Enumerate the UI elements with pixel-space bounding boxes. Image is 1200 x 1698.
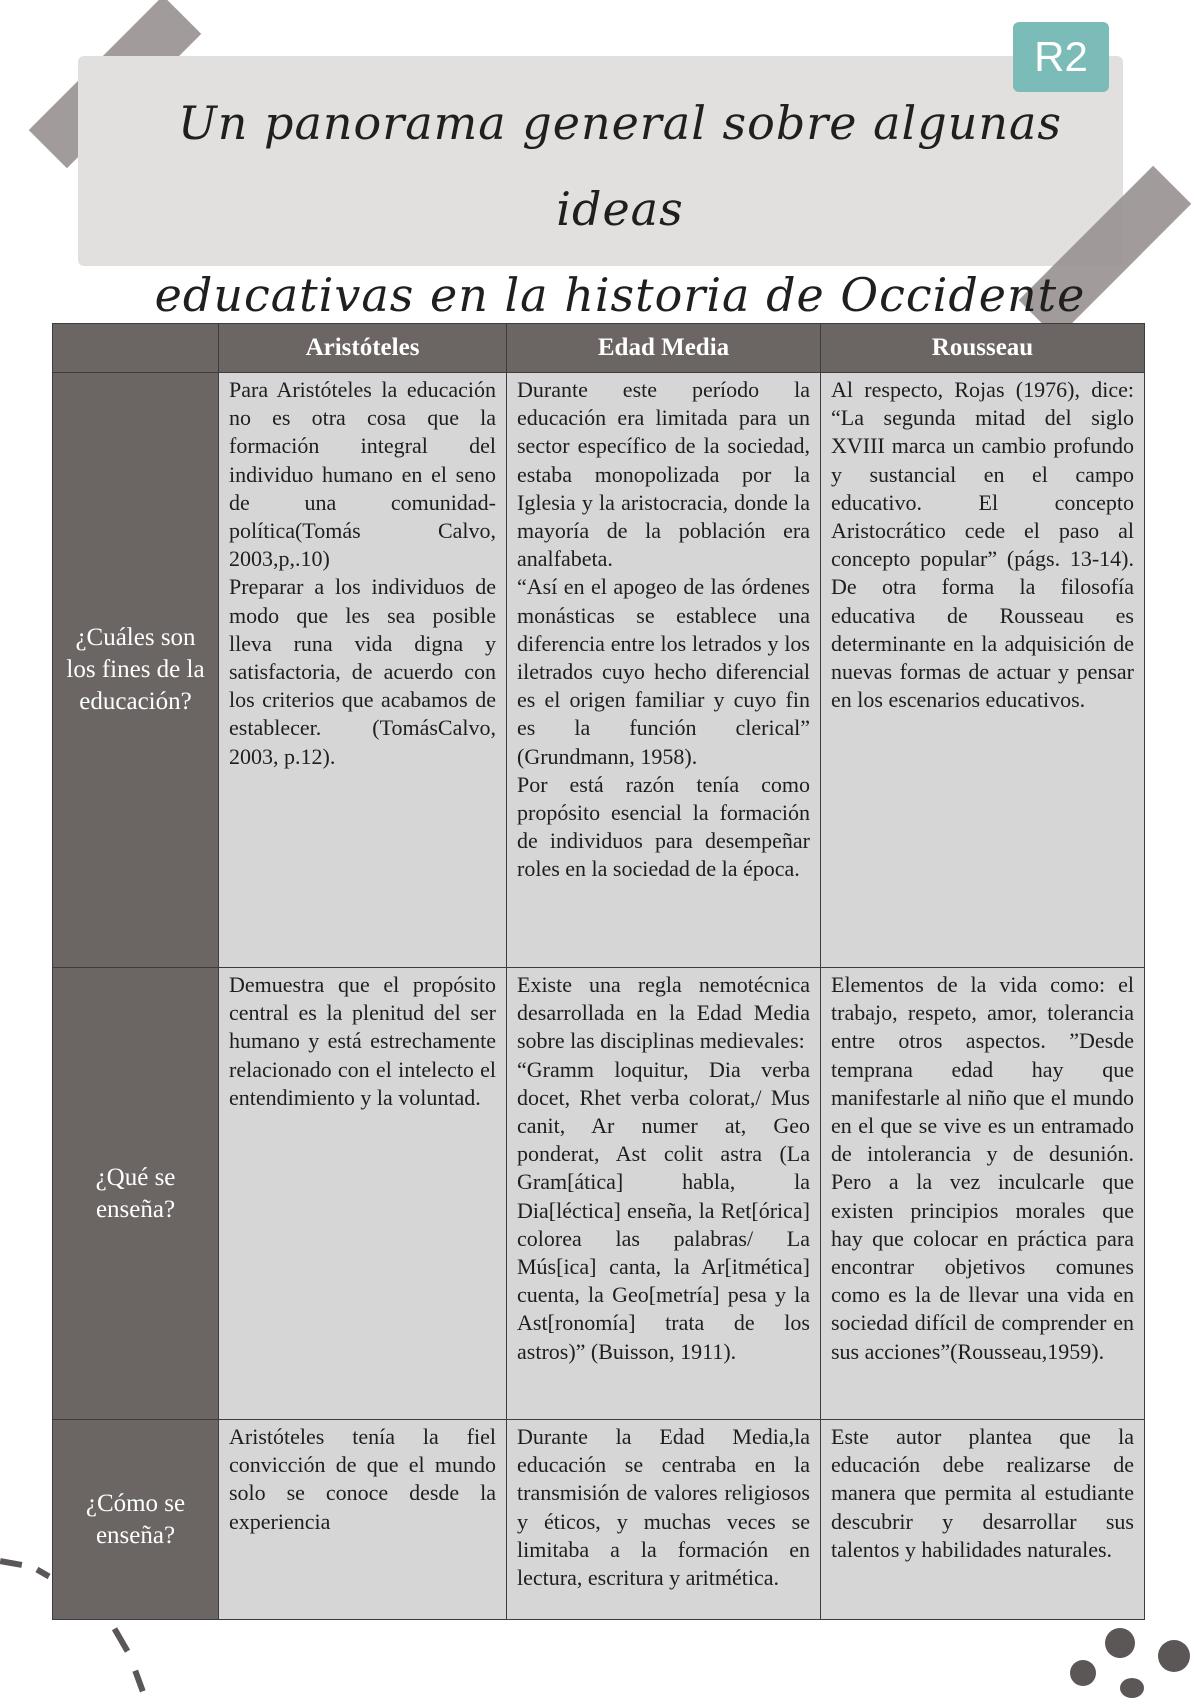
- cell-que-rousseau: [821, 968, 1145, 1420]
- page-title: [120, 80, 1120, 338]
- table-row-que-se-ensena: [53, 968, 1145, 1420]
- cell-paragraph: Aristóteles tenía la fiel convicción de que el mundo solo se conoce desde la experiencia: [229, 1424, 496, 1534]
- table-row-fines: [53, 373, 1145, 968]
- column-header-edad-media: Edad Media: [507, 324, 821, 373]
- row-header-como-se-ensena: ¿Cómo se enseña?: [53, 1420, 219, 1620]
- decorative-dot: [1070, 1660, 1096, 1686]
- comparison-table: [52, 323, 1145, 1620]
- cell-como-aristoteles: [219, 1420, 507, 1620]
- decorative-dot: [1120, 1678, 1144, 1698]
- cell-paragraph: “Gramm loquitur, Dia verba docet, Rhet verba colorat,/ Mus canit, Ar numer at, Geo ponderat, Ast colit astra (La Gram[ática] habla, la Dia[léctica] enseña, la Ret[órica] colorea las palabras/ La Mús[ica] canta, la Ar[itmética] cuenta, la Geo[metría] pesa y la Ast[ronomía] trata de los astros)” (Buisson, 1911).: [517, 1056, 810, 1364]
- decorative-dot: [1105, 1628, 1135, 1658]
- table-corner-cell: [53, 324, 219, 373]
- decorative-dash: [112, 1627, 130, 1653]
- title-line-2: educativas en la historia de Occidente: [154, 268, 1086, 322]
- cell-fines-aristoteles: [219, 373, 507, 968]
- page-badge: R2: [1013, 22, 1109, 92]
- cell-paragraph: Durante la Edad Media,la educación se centraba en la transmisión de valores religiosos y éticos, y muchas veces se limitaba a la formación en lectura, escritura y aritmética.: [517, 1424, 810, 1591]
- cell-paragraph: Demuestra que el propósito central es la plenitud del ser humano y está estrechamente relacionado con el intelecto el entendimiento y la voluntad.: [229, 972, 496, 1110]
- decorative-dash: [0, 1558, 22, 1568]
- cell-que-edad-media: [507, 968, 821, 1420]
- cell-paragraph: Elementos de la vida como: el trabajo, respeto, amor, tolerancia entre otros aspectos. ”Desde temprana edad hay que manifestarle al niño que el mundo en el que se vive es un entramado de intolerancia y de desunión. Pero a la vez inculcarle que existen principios morales que hay que colocar en práctica para encontrar objetivos comunes como es la de llevar una vida en sociedad difícil de comprender en sus acciones”(Rousseau,1959).: [831, 972, 1134, 1364]
- column-header-aristoteles: Aristóteles: [219, 324, 507, 373]
- table-row-como-se-ensena: [53, 1420, 1145, 1620]
- cell-como-rousseau: [821, 1420, 1145, 1620]
- cell-como-edad-media: [507, 1420, 821, 1620]
- row-header-fines: ¿Cuáles son los fines de la educación?: [53, 373, 219, 968]
- title-line-1: Un panorama general sobre algunas ideas: [178, 96, 1062, 236]
- cell-paragraph: “Así en el apogeo de las órdenes monásticas se establece una diferencia entre los letrados y los iletrados cuyo hecho diferencial es el origen familiar y cuyo fin es la función clerical” (Grundmann, 1958).: [517, 574, 810, 769]
- cell-paragraph: Por está razón tenía como propósito esencial la formación de individuos para desempeñar roles en la sociedad de la época.: [517, 771, 810, 882]
- table-header-row: [53, 324, 1145, 373]
- decorative-dash: [132, 1670, 145, 1693]
- cell-paragraph: Preparar a los individuos de modo que les sea posible lleva runa vida digna y satisfactoria, de acuerdo con los criterios que acabamos de establecer. (TomásCalvo, 2003, p.12).: [229, 574, 496, 769]
- cell-fines-edad-media: [507, 373, 821, 968]
- decorative-dot: [1158, 1640, 1190, 1672]
- cell-paragraph: Al respecto, Rojas (1976), dice: “La segunda mitad del siglo XVIII marca un cambio profundo y sustancial en el campo educativo. El concepto Aristocrático cede el paso al concepto popular” (págs. 13-14). De otra forma la filosofía educativa de Rousseau es determinante en la adquisición de nuevas formas de actuar y pensar en los escenarios educativos.: [831, 377, 1134, 713]
- cell-paragraph: Existe una regla nemotécnica desarrollada en la Edad Media sobre las disciplinas medievales:: [517, 972, 810, 1054]
- row-header-que-se-ensena: ¿Qué se enseña?: [53, 968, 219, 1420]
- cell-paragraph: Durante este período la educación era limitada para un sector específico de la sociedad, estaba monopolizada por la Iglesia y la aristocracia, donde la mayoría de la población era analfabeta.: [517, 377, 810, 572]
- cell-fines-rousseau: [821, 373, 1145, 968]
- cell-paragraph: Para Aristóteles la educación no es otra cosa que la formación integral del individuo humano en el seno de una comunidad-política(Tomás Calvo, 2003,p,.10): [229, 377, 496, 572]
- cell-paragraph: Este autor plantea que la educación debe realizarse de manera que permita al estudiante descubrir y desarrollar sus talentos y habilidades naturales.: [831, 1424, 1134, 1562]
- decorative-dash: [35, 1567, 50, 1579]
- cell-que-aristoteles: [219, 968, 507, 1420]
- column-header-rousseau: Rousseau: [821, 324, 1145, 373]
